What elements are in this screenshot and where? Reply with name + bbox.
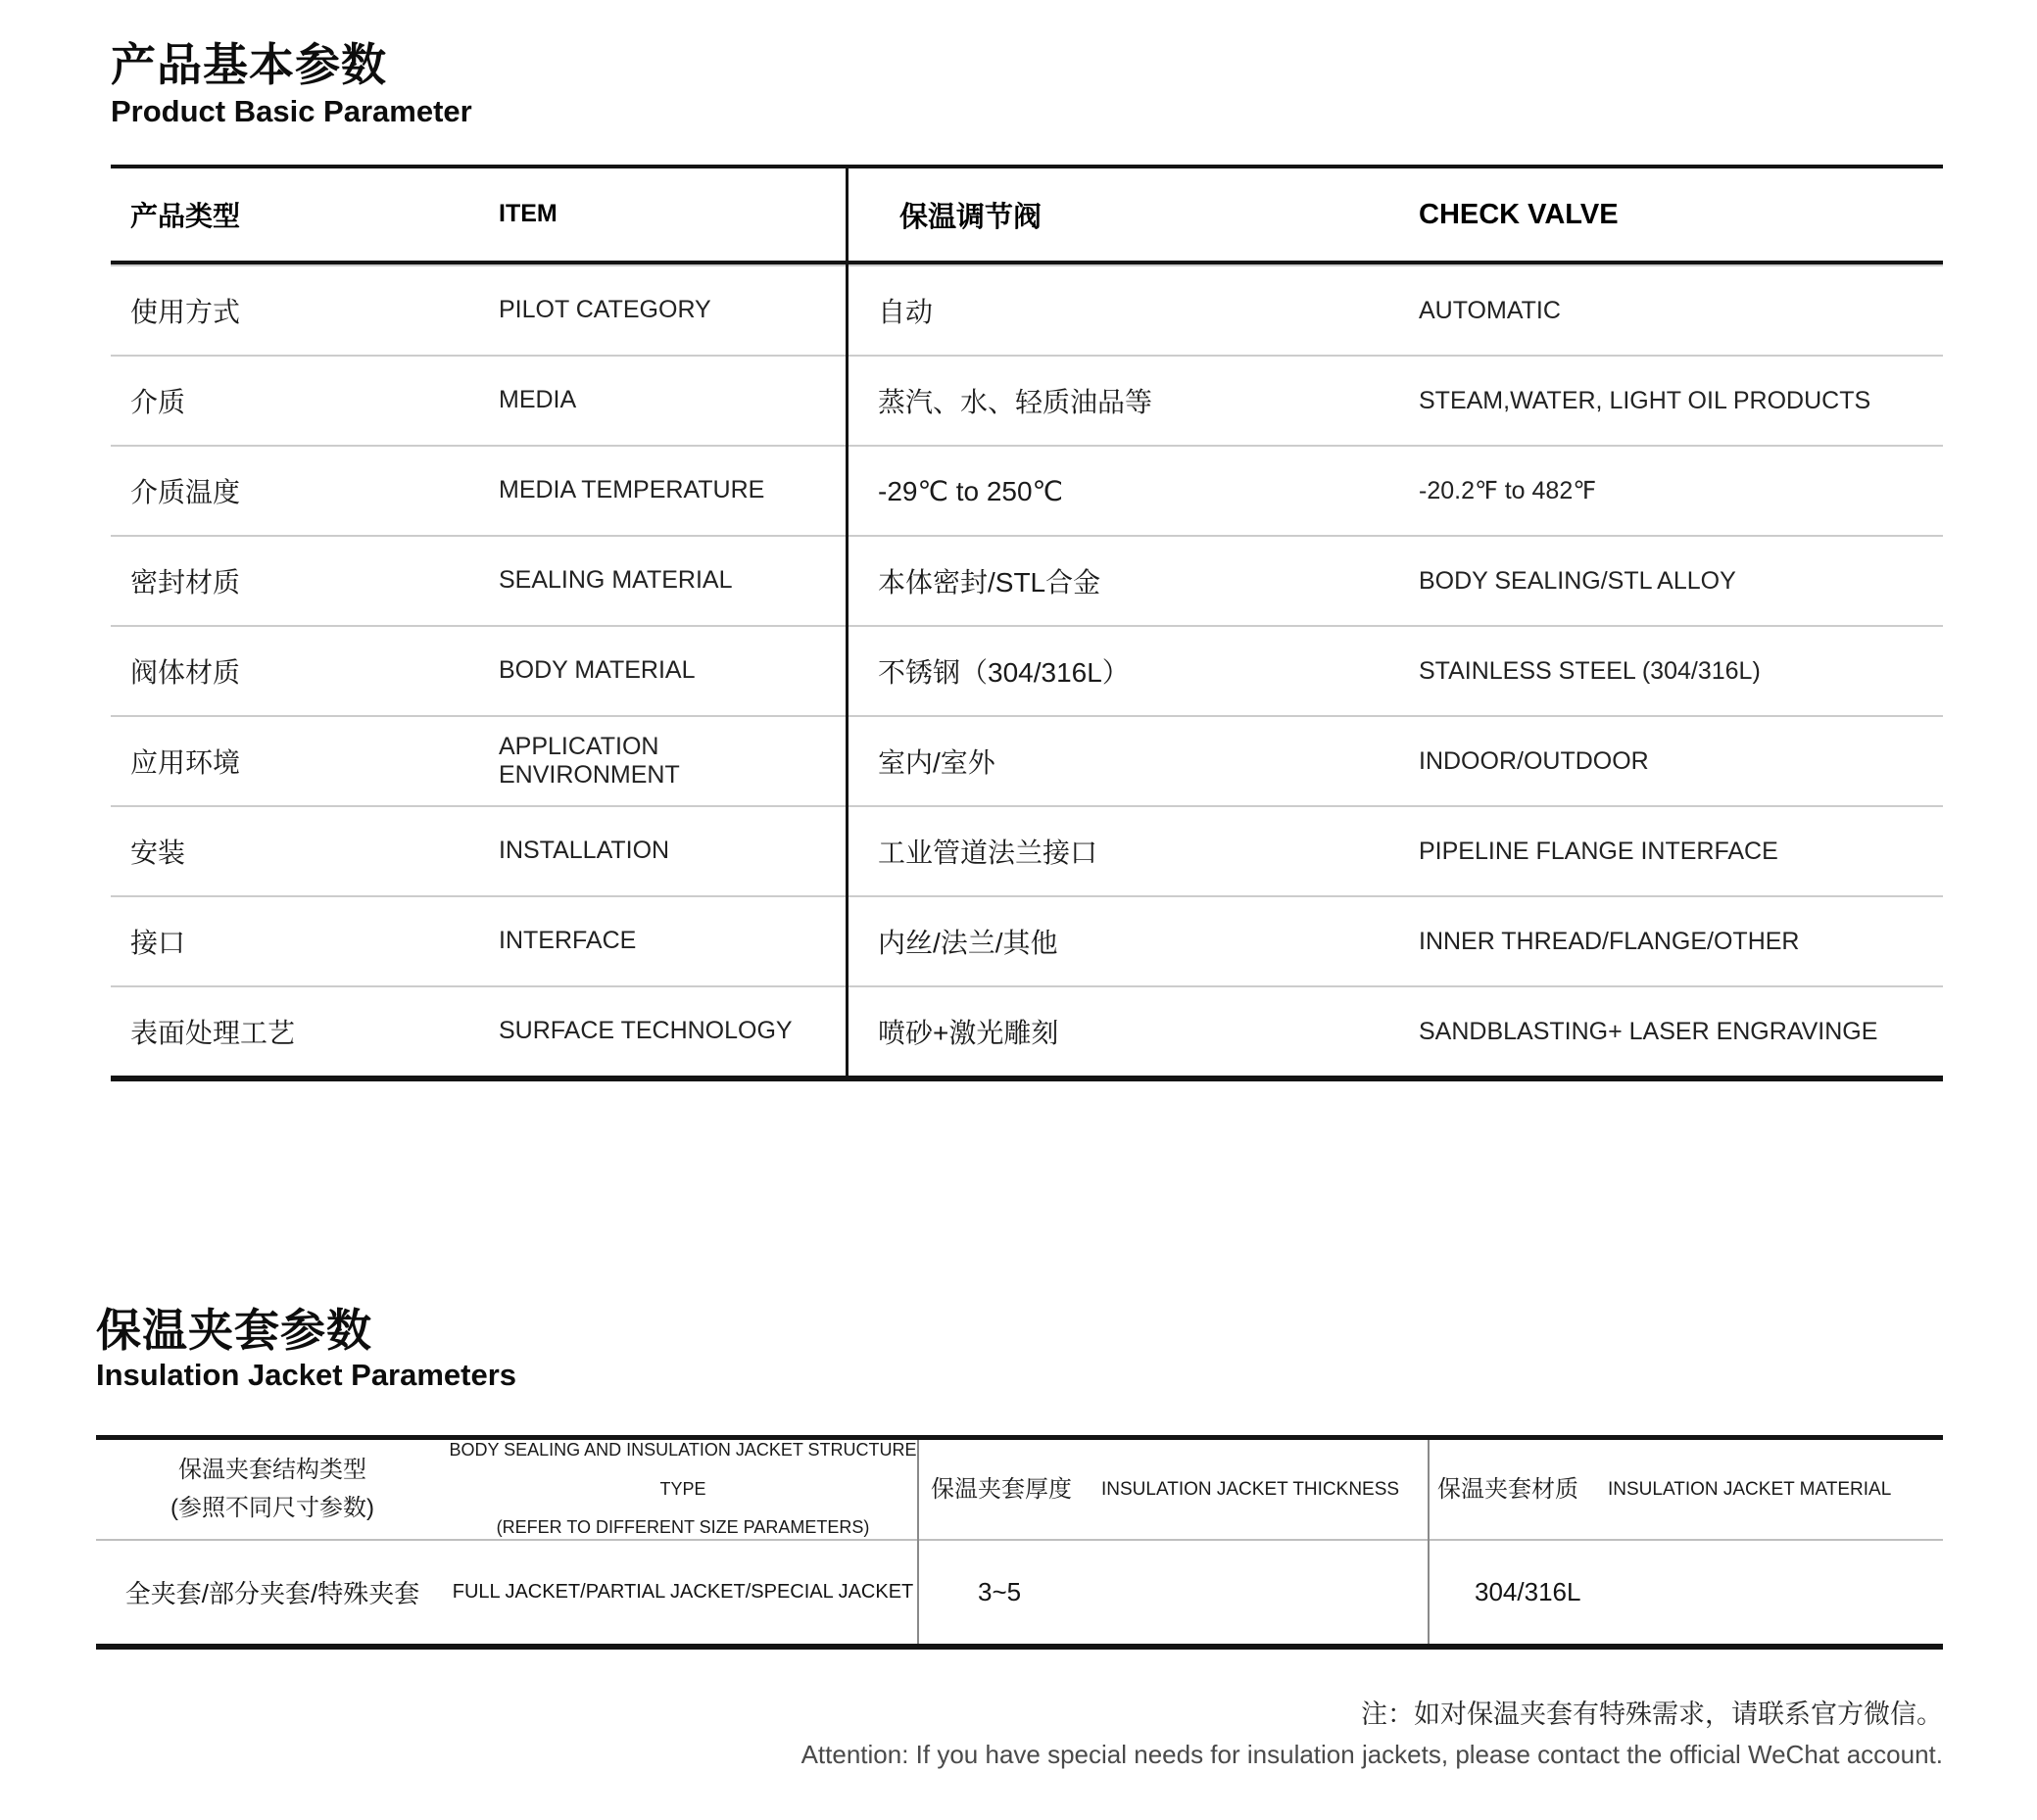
- table2-header-structure-type: [96, 1431, 917, 1548]
- insulation-jacket-parameters-table: [96, 1435, 1943, 1650]
- row-value-cn: 工业管道法兰接口: [878, 838, 1098, 868]
- table-row-interface: [111, 895, 1943, 985]
- table2-vertical-divider-1: [917, 1440, 919, 1644]
- row-label-cn: 应用环境: [130, 747, 241, 778]
- table1-vertical-divider: [846, 168, 849, 1076]
- section2-title-cn: 保温夹套参数: [96, 1305, 372, 1356]
- row-label-cn: 介质温度: [130, 477, 241, 507]
- table1-header-valve-cn: 保温调节阀: [899, 201, 1043, 233]
- table-row-installation: [111, 805, 1943, 895]
- note-cn: 注：如对保温夹套有特殊需求，请联系官方微信。: [1361, 1700, 1943, 1729]
- row-value-en: SANDBLASTING+ LASER ENGRAVINGE: [1419, 1017, 1878, 1045]
- jacket-type-cell: [96, 1574, 917, 1610]
- row-label-en: APPLICATION ENVIRONMENT: [499, 732, 680, 789]
- jacket-material-value: 304/316L: [1475, 1577, 1581, 1606]
- table2-vertical-divider-2: [1428, 1440, 1430, 1644]
- row-label-en: MEDIA TEMPERATURE: [499, 476, 765, 504]
- thickness-label-en: INSULATION JACKET THICKNESS: [1101, 1479, 1400, 1500]
- jacket-type-cn: 全夹套/部分夹套/特殊夹套: [124, 1579, 420, 1608]
- jacket-type-en: FULL JACKET/PARTIAL JACKET/SPECIAL JACKET: [452, 1581, 914, 1603]
- table-row-media: [111, 355, 1943, 445]
- row-value-en: PIPELINE FLANGE INTERFACE: [1419, 837, 1778, 865]
- row-value-en: STAINLESS STEEL (304/316L): [1419, 656, 1761, 685]
- table-row-sealing-material: [111, 535, 1943, 625]
- row-label-cn: 表面处理工艺: [130, 1018, 296, 1048]
- row-value-cn: 内丝/法兰/其他: [878, 928, 1058, 958]
- table1-header-product-type: 产品类型: [130, 201, 241, 231]
- row-label-cn: 安装: [130, 838, 186, 868]
- row-label-cn: 阀体材质: [130, 657, 241, 688]
- footer-notes: [801, 1693, 1943, 1770]
- table2-header-row: [96, 1440, 1943, 1541]
- row-value-en: INDOOR/OUTDOOR: [1419, 746, 1649, 775]
- row-label-en: INTERFACE: [499, 927, 637, 955]
- row-value-en: BODY SEALING/STL ALLOY: [1419, 566, 1736, 595]
- row-label-en: PILOT CATEGORY: [499, 296, 711, 324]
- section1-title-en: Product Basic Parameter: [111, 94, 472, 128]
- product-basic-parameter-table: [111, 165, 1943, 1081]
- row-value-cn: 喷砂+激光雕刻: [878, 1018, 1059, 1048]
- structure-type-cn-line1: 保温夹套结构类型: [178, 1457, 366, 1484]
- table2-header-material: [1428, 1475, 1943, 1503]
- table-row-pilot-category: [111, 264, 1943, 355]
- row-label-cn: 使用方式: [130, 297, 241, 327]
- row-value-en: INNER THREAD/FLANGE/OTHER: [1419, 927, 1800, 955]
- table1-header-item: ITEM: [499, 200, 558, 228]
- row-value-cn: -29℃ to 250℃: [878, 475, 1063, 506]
- row-value-en: STEAM,WATER, LIGHT OIL PRODUCTS: [1419, 386, 1871, 414]
- row-value-en: -20.2℉ to 482℉: [1419, 477, 1597, 504]
- structure-type-cn-line2: (参照不同尺寸参数): [170, 1494, 374, 1521]
- table-row-media-temperature: [111, 445, 1943, 535]
- table-row-surface-technology: [111, 985, 1943, 1076]
- section1-title-cn: 产品基本参数: [111, 39, 387, 90]
- row-label-en: SEALING MATERIAL: [499, 566, 733, 595]
- row-value-cn: 自动: [878, 297, 934, 327]
- row-label-cn: 介质: [130, 387, 186, 417]
- structure-type-cn: [96, 1452, 449, 1527]
- row-label-en: BODY MATERIAL: [499, 656, 696, 685]
- table-row-body-material: [111, 625, 1943, 715]
- row-value-cn: 不锈钢（304/316L）: [878, 657, 1130, 688]
- material-label-en: INSULATION JACKET MATERIAL: [1608, 1479, 1892, 1500]
- table2-header-thickness: [917, 1475, 1428, 1503]
- table-row-application-environment: [111, 715, 1943, 805]
- table1-header-row: [111, 168, 1943, 264]
- row-value-cn: 本体密封/STL合金: [878, 567, 1101, 598]
- thickness-label-cn: 保温夹套厚度: [931, 1475, 1072, 1503]
- row-label-cn: 接口: [130, 928, 186, 958]
- table1-header-check-valve: CHECK VALVE: [1419, 198, 1619, 230]
- row-label-en: MEDIA: [499, 386, 577, 414]
- row-value-cn: 蒸汽、水、轻质油品等: [878, 387, 1153, 417]
- note-en: Attention: If you have special needs for insulation jackets, please contact the official WeChat account.: [800, 1740, 1943, 1769]
- structure-type-en-line2: (REFER TO DIFFERENT SIZE PARAMETERS): [496, 1517, 870, 1538]
- row-value-en: AUTOMATIC: [1419, 296, 1561, 324]
- row-value-cn: 室内/室外: [878, 747, 995, 778]
- jacket-thickness-value: 3~5: [978, 1577, 1022, 1606]
- section2-title-en: Insulation Jacket Parameters: [96, 1358, 517, 1392]
- structure-type-en-line1: BODY SEALING AND INSULATION JACKET STRUCTURE TYPE: [449, 1440, 917, 1499]
- row-label-en: INSTALLATION: [499, 837, 670, 865]
- row-label-cn: 密封材质: [130, 567, 241, 598]
- table2-data-row: [96, 1541, 1943, 1644]
- material-label-cn: 保温夹套材质: [1437, 1475, 1578, 1503]
- row-label-en: SURFACE TECHNOLOGY: [499, 1017, 793, 1045]
- structure-type-en: [449, 1431, 917, 1548]
